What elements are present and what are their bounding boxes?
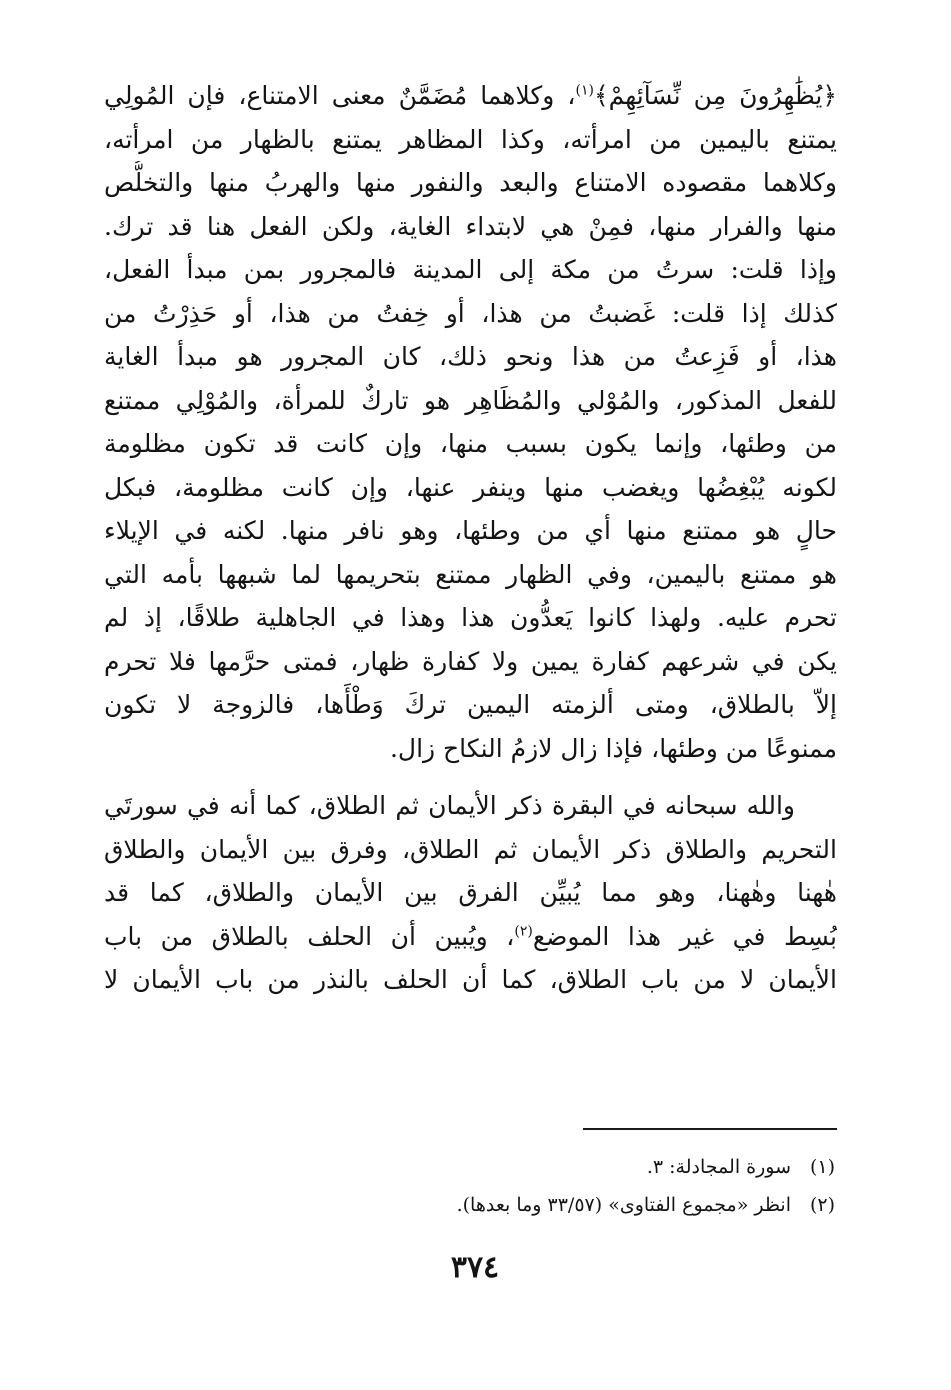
text-line: إلاّ بالطلاق، ومتى ألزمته اليمين تركَ وَطْأَها، فالزوجة لا تكون [104, 690, 837, 719]
text-line: تحرم عليه. ولهذا كانوا يَعدُّون هذا وهذا في الجاهلية طلاقًا، إذ لم [104, 603, 837, 632]
footnote-divider [583, 1128, 837, 1130]
text-line: ﴿يُظَٰهِرُونَ مِن نِّسَآئِهِمْ﴾$^{(١)}$، وكلاهما مُضَمَّنٌ معنى الامتناع، فإن المُولِي [104, 81, 837, 110]
text-line: من وطئها، وإنما يكون بسبب منها، وإن كانت قد تكون مظلومة [104, 429, 837, 458]
text-line: هٰهنا وهٰهنا، وهو مما يُبيِّن الفرق بين الأيمان والطلاق، كما قد [104, 878, 837, 907]
text-line: وكلاهما مقصوده الامتناع والبعد والنفور منها والهربُ منها والتخلُّص [104, 168, 837, 197]
text-line: للفعل المذكور، والمُوْلي والمُظَاهِر هو تاركٌ للمرأة، والمُوْلِي ممتنع [104, 385, 837, 415]
text-line: كذلك إذا قلت: غَضبتُ من هذا، أو خِفتُ من هذا، أو حَذِرْتُ من [104, 298, 837, 328]
footnote-text: انظر «مجموع الفتاوى» (٣٣/٥٧ وما بعدها). [456, 1194, 791, 1216]
text-line: هو ممتنع باليمين، وفي الظهار ممتنع بتحريمها لما شبهها بأمه التي [104, 559, 837, 589]
text-line: هذا، أو فَزِعتُ من هذا ونحو ذلك، كان المجرور هو مبدأ الغاية [104, 342, 837, 371]
footnotes [115, 1148, 835, 1224]
text-line: وإذا قلت: سرتُ من مكة إلى المدينة فالمجرور بمن مبدأ الفعل، [104, 255, 837, 284]
footnote-1 [115, 1148, 835, 1186]
text-line: يكن في شرعهم كفارة يمين ولا كفارة ظهار، فمتى حرَّمها فلا تحرم [104, 646, 837, 676]
footnote-number: (٢) [809, 1194, 835, 1216]
footnote-ref-1: (١) [575, 82, 594, 99]
text-line: منها والفرار منها، فمِنْ هي لابتداء الغاية، ولكن الفعل هنا قد ترك. [104, 211, 837, 241]
text-line: لكونه يُبْغِضُها ويغضب منها وينفر عنها، وإن كانت مظلومة، فبكل [104, 472, 837, 502]
footnote-number: (١) [809, 1156, 835, 1178]
text-line: والله سبحانه في البقرة ذكر الأيمان ثم الطلاق، كما أنه في سورتَي [104, 791, 795, 820]
text-line: بُسِط في غير هذا الموضع$^{(٢)}$، ويُبين أن الحلف بالطلاق من باب [104, 921, 837, 951]
text-line: يمتنع باليمين من امرأته، وكذا المظاهر يمتنع بالظهار من امرأته، [104, 124, 837, 154]
text-line: ممنوعًا من وطئها، فإذا زال لازمُ النكاح زال. [389, 733, 837, 763]
footnote-text: سورة المجادلة: ٣. [646, 1156, 791, 1178]
quran-verse: ﴿يُظَٰهِرُونَ مِن نِّسَآئِهِمْ﴾ [593, 81, 837, 110]
paragraph-gap [104, 770, 837, 784]
page-number: ٣٧٤ [450, 1250, 500, 1285]
footnote-ref-2: (٢) [514, 923, 533, 940]
main-text [104, 74, 837, 1002]
text-line: الأيمان لا من باب الطلاق، كما أن الحلف بالنذر من باب الأيمان لا [104, 965, 837, 994]
footnote-2 [115, 1186, 835, 1224]
text-line: حالٍ هو ممتنع منها أي من وطئها، وهو نافر منها. لكنه في الإيلاء [104, 516, 837, 545]
text-line: التحريم والطلاق ذكر الأيمان ثم الطلاق، وفرق بين الأيمان والطلاق [104, 834, 837, 864]
